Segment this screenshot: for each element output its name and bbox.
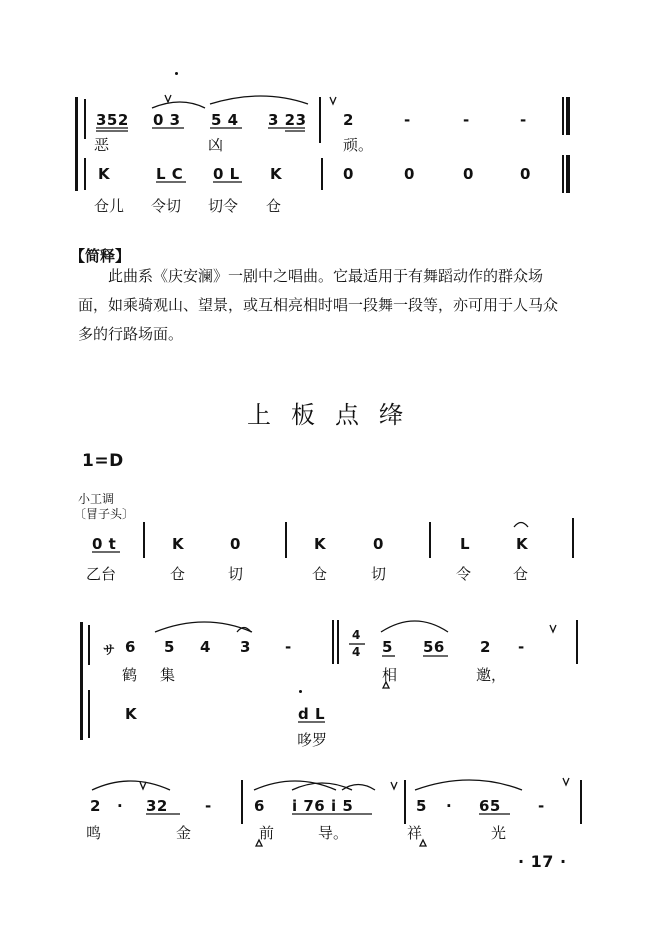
- final-barline: [562, 155, 564, 193]
- percussion-mark: 0 L: [213, 165, 240, 183]
- percussion-text: 切: [228, 565, 244, 583]
- lyric: 顽。: [343, 136, 374, 154]
- percussion-rest: 0: [463, 165, 474, 183]
- barline: [332, 620, 334, 664]
- percussion-mark: K: [516, 535, 529, 553]
- melody-note: 2: [480, 638, 491, 656]
- barline: [88, 690, 90, 738]
- breath-mark: [550, 625, 556, 632]
- lyric: 鹤: [122, 666, 138, 684]
- final-barline-thick: [566, 97, 570, 135]
- breath-mark: [330, 97, 336, 104]
- percussion-text: 令: [456, 565, 472, 583]
- barline: [580, 780, 582, 824]
- lyric: 恶: [94, 136, 110, 154]
- notes-line: 面，如乘骑观山、望景，或互相亮相时唱一段舞一段等，亦可用于人马众: [78, 296, 559, 314]
- lyric: 前: [259, 824, 275, 842]
- melody-note: 5: [164, 638, 175, 656]
- lyric: 光: [491, 824, 507, 842]
- notes-heading: 【简释】: [70, 247, 131, 265]
- percussion-text: 哆罗: [297, 731, 328, 749]
- percussion-rest: 0: [404, 165, 415, 183]
- piece-title: 上板点绛: [247, 401, 423, 429]
- time-signature-bottom: 4: [352, 645, 361, 659]
- melody-note: 5 4: [211, 111, 239, 129]
- percussion-text: 仓: [170, 565, 186, 583]
- system-3-brace: [80, 622, 83, 740]
- percussion-text: 仓: [513, 565, 529, 583]
- percussion-text: 切令: [208, 197, 239, 215]
- stray-mark: [175, 72, 178, 75]
- melody-note: 5: [382, 638, 393, 656]
- barline: [337, 620, 339, 664]
- melody-note: 0 3: [153, 111, 181, 129]
- barline: [429, 522, 431, 558]
- melody-note: 4: [200, 638, 211, 656]
- lyric: 邀，: [476, 666, 507, 684]
- dotted-mark: ·: [446, 797, 453, 815]
- barline: [241, 780, 243, 824]
- melody-note: 3 23: [268, 111, 307, 129]
- melody-note: 352: [96, 111, 129, 129]
- melody-dash: -: [538, 797, 545, 815]
- lyric: 金: [176, 824, 192, 842]
- barline: [404, 780, 406, 824]
- melody-note: 2: [343, 111, 354, 129]
- slur-mark: [210, 96, 308, 104]
- slur-mark: [254, 781, 336, 790]
- barline: [319, 97, 321, 143]
- final-barline: [562, 97, 564, 135]
- percussion-text: 仓: [312, 565, 328, 583]
- percussion-mark: 0: [373, 535, 384, 553]
- melody-note: 65: [479, 797, 501, 815]
- breath-mark: [165, 95, 171, 102]
- barline: [88, 625, 90, 665]
- percussion-mark: K: [270, 165, 283, 183]
- melody-dash: -: [285, 638, 292, 656]
- percussion-mark: K: [314, 535, 327, 553]
- slur-mark: [292, 783, 352, 790]
- time-signature-top: 4: [352, 628, 361, 642]
- percussion-text: 切: [371, 565, 387, 583]
- slur-mark: [92, 781, 170, 790]
- breath-mark: [563, 778, 569, 785]
- percussion-mark: L C: [156, 165, 184, 183]
- lyric: 凶: [208, 136, 224, 154]
- breath-mark: [140, 782, 146, 789]
- barline: [84, 158, 86, 190]
- barline: [285, 522, 287, 558]
- melody-note: 56: [423, 638, 445, 656]
- percussion-mark: K: [98, 165, 111, 183]
- melody-dash: -: [404, 111, 411, 129]
- melody-dash: -: [520, 111, 527, 129]
- slur-mark: [155, 622, 252, 632]
- notes-line: 此曲系《庆安澜》一剧中之唱曲。它最适用于有舞蹈动作的群众场: [108, 267, 544, 285]
- dotted-mark: ·: [117, 797, 124, 815]
- melody-note: 6: [254, 797, 265, 815]
- melody-note: 5: [416, 797, 427, 815]
- percussion-text: 令切: [151, 197, 182, 215]
- slur-mark: [152, 102, 205, 108]
- percussion-text: 仓: [266, 197, 282, 215]
- percussion-text: 仓儿: [94, 197, 125, 215]
- fermata-mark: [237, 628, 251, 633]
- barline: [572, 518, 574, 558]
- lyric: 集: [160, 666, 176, 684]
- lyric: 导。: [318, 824, 349, 842]
- percussion-mark: L: [460, 535, 471, 553]
- percussion-mark: 0 t: [92, 535, 117, 553]
- notes-paragraph: [78, 262, 618, 349]
- melody-note: 2: [90, 797, 101, 815]
- lyric: 相: [382, 666, 398, 684]
- key-signature: 1=D: [82, 451, 124, 471]
- slur-mark: [342, 785, 375, 791]
- barline: [84, 99, 86, 139]
- barline: [143, 522, 145, 558]
- melody-note: 3: [240, 638, 251, 656]
- percussion-mark: d L: [298, 705, 326, 723]
- percussion-rest: 0: [520, 165, 531, 183]
- page-number: · 17 ·: [518, 852, 567, 871]
- melody-note: 6: [125, 638, 136, 656]
- melody-note: i 76 i 5: [292, 797, 354, 815]
- barline: [321, 158, 323, 190]
- melody-dash: -: [205, 797, 212, 815]
- breath-mark: [391, 782, 397, 789]
- melody-note: 32: [146, 797, 168, 815]
- slur-mark: [381, 621, 448, 632]
- barline: [576, 620, 578, 664]
- percussion-mark: 0: [230, 535, 241, 553]
- mode-label: 小工调: [78, 492, 115, 506]
- slur-mark: [415, 780, 522, 790]
- octave-dot: [299, 690, 302, 693]
- percussion-mark: K: [125, 705, 138, 723]
- section-label: 〔冒子头〕: [74, 507, 135, 521]
- fermata-mark: [514, 523, 528, 528]
- final-barline-thick: [566, 155, 570, 193]
- free-meter-mark: サ: [103, 643, 116, 657]
- lyric: 鸣: [86, 824, 102, 842]
- notes-line: 多的行路场面。: [78, 325, 184, 343]
- system-1-brace: [75, 97, 78, 191]
- lyric: 祥: [407, 824, 423, 842]
- melody-dash: -: [463, 111, 470, 129]
- melody-dash: -: [518, 638, 525, 656]
- percussion-mark: K: [172, 535, 185, 553]
- percussion-text: 乙台: [86, 565, 117, 583]
- percussion-rest: 0: [343, 165, 354, 183]
